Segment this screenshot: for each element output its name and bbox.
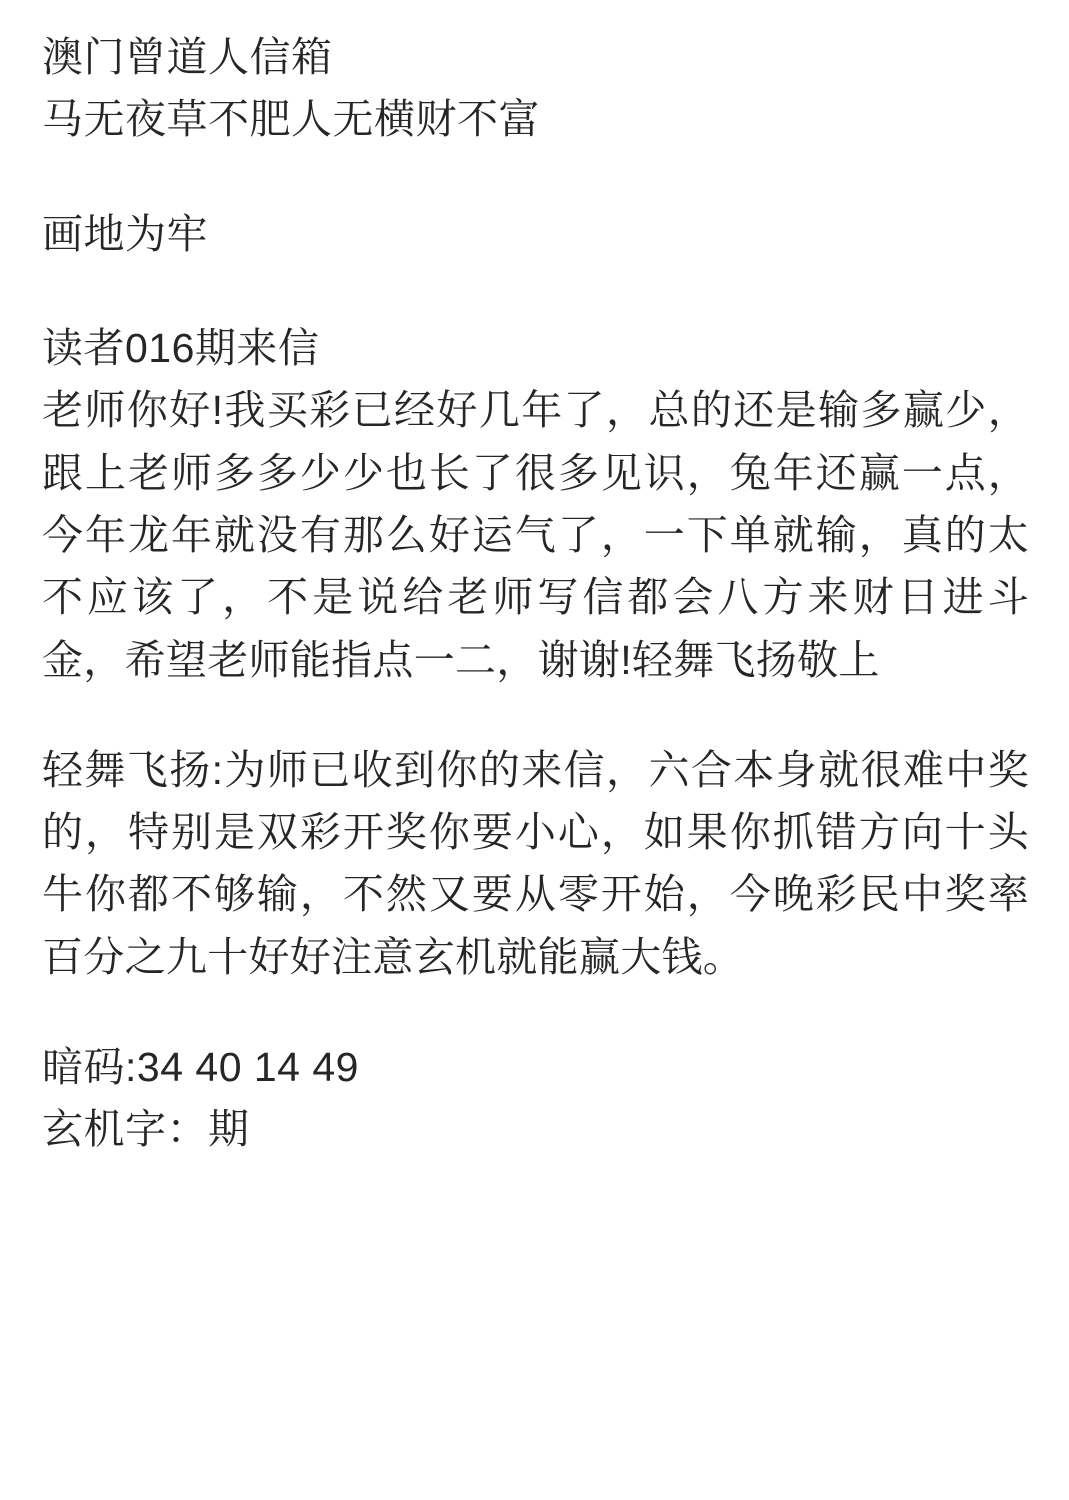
letter-body: 老师你好!我买彩已经好几年了，总的还是输多赢少，跟上老师多多少少也长了很多见识，兔年还赢一点，今年龙年就没有那么好运气了，一下单就输，真的太不应该了，不是说给老师写信都会八方来财日进斗金，希望老师能指点一二，谢谢!轻舞飞扬敬上	[42, 387, 1029, 683]
page-subtitle: 马无夜草不肥人无横财不富	[42, 96, 540, 143]
letter-section	[42, 317, 1029, 691]
letter-heading: 读者016期来信	[42, 324, 320, 371]
hint-line: 玄机字：期	[42, 1106, 250, 1153]
page-title: 澳门曾道人信箱	[42, 34, 333, 80]
spacer-after-idiom	[42, 265, 1029, 317]
document-header	[42, 26, 1029, 151]
spacer-after-letter	[42, 691, 1029, 739]
reply-body: 轻舞飞扬:为师已收到你的来信，六合本身就很难中奖的，特别是双彩开奖你要小心，如果你抓错方向十头牛你都不够输，不然又要从零开始，今晚彩民中奖率百分之九十好好注意玄机就能赢大钱。	[42, 746, 1029, 980]
idiom-line	[42, 203, 1029, 265]
code-section	[42, 1036, 1029, 1161]
code-line: 暗码:34 40 14 49	[42, 1044, 359, 1091]
spacer-after-header	[42, 151, 1029, 203]
spacer-after-reply	[42, 988, 1029, 1036]
reply-section	[42, 739, 1029, 988]
idiom-text: 画地为牢	[42, 210, 208, 257]
